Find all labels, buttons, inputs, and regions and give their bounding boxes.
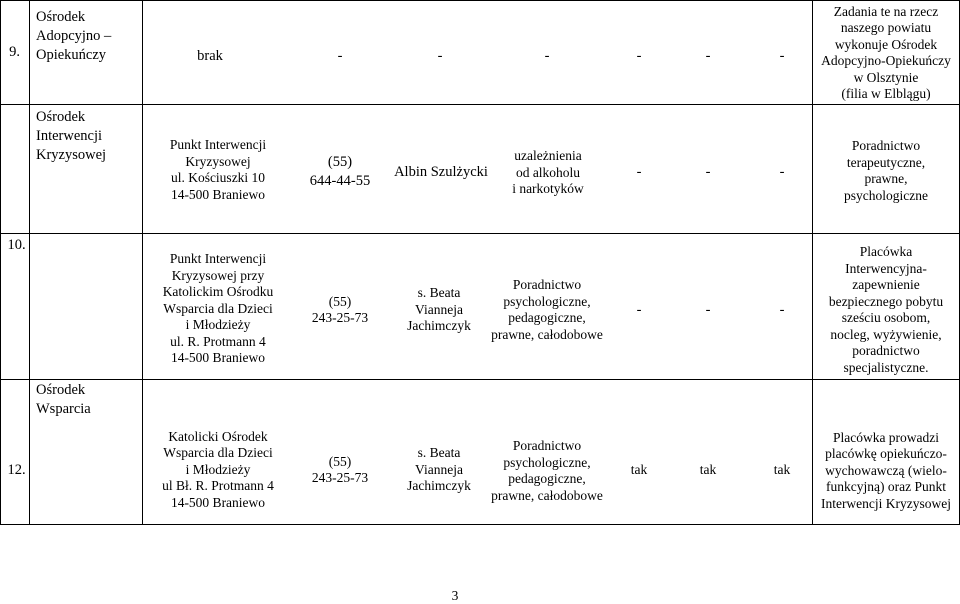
phone-line: (55) xyxy=(328,293,352,309)
address-line: ul. Kościuszki 10 xyxy=(170,170,266,185)
address-cell xyxy=(143,250,293,368)
dash-value: - xyxy=(705,163,711,180)
address-cell xyxy=(143,427,293,513)
dash-value: - xyxy=(636,301,642,318)
notes-line: Poradnictwo xyxy=(851,138,921,153)
address-line: Punkt Interwencji xyxy=(169,137,267,152)
unit-name-line: Ośrodek xyxy=(36,109,86,125)
phone-line: 243-25-73 xyxy=(311,470,369,485)
head-line: Jachimczyk xyxy=(407,318,471,334)
address-line: Wsparcia dla Dzieci xyxy=(163,300,273,316)
dash xyxy=(772,160,792,184)
phone-cell xyxy=(300,290,380,330)
notes-cell xyxy=(813,428,959,514)
dash-value: - xyxy=(779,163,785,180)
profile-line: Poradnictwo xyxy=(512,438,582,453)
dash-value: - xyxy=(437,47,443,64)
dash-value: - xyxy=(337,47,343,64)
dash xyxy=(330,44,350,68)
address-line: Katolicki Ośrodek xyxy=(168,428,268,444)
flag-cell xyxy=(693,460,723,480)
notes-cell xyxy=(813,4,959,102)
unit-name-line: Opiekuńczy xyxy=(36,47,107,63)
notes-line: Placówka prowadzi xyxy=(832,429,940,445)
head-line: s. Beata xyxy=(417,445,461,461)
dash xyxy=(629,44,649,68)
notes-line: poradnictwo xyxy=(852,343,920,358)
phone-line: 243-25-73 xyxy=(311,310,369,325)
profile-line: pedagogiczne, xyxy=(508,471,586,486)
head-cell xyxy=(386,283,492,337)
brak-text xyxy=(180,44,240,68)
address-line: Kryzysowej przy xyxy=(171,267,265,283)
notes-line: zapewnienie xyxy=(852,277,920,292)
address-line: 14-500 Braniewo xyxy=(170,350,266,366)
flag-value: tak xyxy=(699,461,717,477)
notes-line: nocleg, wyżywienie, xyxy=(830,326,942,342)
profile-line: psychologiczne, xyxy=(503,293,591,309)
unit-name-line: Wsparcia xyxy=(36,401,91,417)
notes-line: sześciu osobom, xyxy=(841,310,931,325)
row-number-text: 12. xyxy=(7,461,26,478)
table-rule xyxy=(29,0,30,525)
address-line: i Młodzieży xyxy=(185,317,251,333)
table-rule xyxy=(0,233,960,234)
phone-line: (55) xyxy=(328,453,352,469)
notes-line: Interwencji Kryzysowej xyxy=(820,495,952,511)
notes-line: placówkę opiekuńczo- xyxy=(825,446,947,462)
profile-line: pedagogiczne, xyxy=(508,310,586,325)
notes-line: Interwencyjna- xyxy=(845,260,927,276)
unit-name-line: Ośrodek xyxy=(36,9,86,25)
brak-value: brak xyxy=(197,47,223,64)
table-rule xyxy=(0,524,960,525)
profile-line: prawne, całodobowe xyxy=(491,326,603,342)
flag-cell xyxy=(624,460,654,480)
notes-cell xyxy=(813,243,959,377)
notes-line: Adopcyjno-Opiekuńczy xyxy=(821,53,951,68)
dash xyxy=(698,44,718,68)
notes-line: wykonuje Ośrodek xyxy=(834,36,938,52)
phone-cell xyxy=(300,450,380,490)
table-rule xyxy=(0,104,960,105)
dash xyxy=(430,44,450,68)
row-number xyxy=(2,458,31,482)
row-number-text: 10. xyxy=(7,236,26,253)
unit-name-line: Ośrodek xyxy=(36,382,86,398)
row-number-text: 9. xyxy=(9,43,20,60)
dash-value: - xyxy=(636,163,642,180)
dash xyxy=(537,44,557,68)
flag-value: tak xyxy=(630,461,648,477)
dash-value: - xyxy=(544,47,550,64)
unit-name xyxy=(36,108,140,174)
head-line: s. Beata xyxy=(417,285,461,301)
table-rule xyxy=(0,379,960,380)
notes-line: Placówka xyxy=(859,244,913,259)
notes-line: psychologiczne xyxy=(844,187,928,203)
head-cell xyxy=(386,443,492,497)
phone-line: 644-44-55 xyxy=(309,173,371,189)
dash xyxy=(698,160,718,184)
dash-value: - xyxy=(705,301,711,318)
notes-line: bezpiecznego pobytu xyxy=(828,293,944,309)
notes-line: prawne, xyxy=(864,171,908,186)
dash xyxy=(772,44,792,68)
notes-cell xyxy=(813,136,959,206)
address-line: 14-500 Braniewo xyxy=(170,494,266,510)
address-line: 14-500 Braniewo xyxy=(170,186,266,202)
address-line: Wsparcia dla Dzieci xyxy=(163,445,273,461)
notes-line: Zadania te na rzecz xyxy=(833,3,939,19)
dash xyxy=(629,160,649,184)
notes-line: (filia w Elblągu) xyxy=(841,86,931,101)
row-number xyxy=(2,234,31,256)
dash xyxy=(629,298,649,322)
unit-name-line: Interwencji xyxy=(36,128,103,144)
notes-line: naszego powiatu xyxy=(840,20,932,35)
page-number: 3 xyxy=(451,588,459,603)
dash-value: - xyxy=(779,47,785,64)
unit-name-line: Kryzysowej xyxy=(36,147,107,163)
phone-line: (55) xyxy=(327,154,353,170)
address-line: Kryzysowej xyxy=(185,153,251,169)
address-line: Katolickim Ośrodku xyxy=(162,284,274,300)
profile-line: Poradnictwo xyxy=(512,277,582,292)
dash-value: - xyxy=(779,301,785,318)
head-name: Albin Szulżycki xyxy=(394,163,488,180)
notes-line: specjalistyczne. xyxy=(843,359,929,375)
profile-line: prawne, całodobowe xyxy=(491,487,603,503)
notes-line: terapeutyczne, xyxy=(846,154,926,170)
address-line: i Młodzieży xyxy=(185,461,251,477)
unit-name-line: Adopcyjno – xyxy=(36,28,112,44)
profile-cell xyxy=(482,436,612,506)
notes-line: wychowawczą (wielo- xyxy=(825,462,947,478)
phone-cell xyxy=(300,150,380,194)
head-line: Vianneja xyxy=(415,461,463,477)
profile-line: i narkotyków xyxy=(512,181,584,197)
profile-line: psychologiczne, xyxy=(503,454,591,470)
unit-name xyxy=(36,8,140,88)
address-line: ul Bł. R. Protmann 4 xyxy=(162,478,274,494)
dash-value: - xyxy=(636,47,642,64)
flag-cell xyxy=(767,460,797,480)
address-line: ul. R. Protmann 4 xyxy=(170,333,266,349)
unit-name xyxy=(36,381,140,425)
profile-cell xyxy=(492,145,604,201)
notes-line: funkcyjną) oraz Punkt xyxy=(826,479,946,495)
profile-line: od alkoholu xyxy=(515,164,581,180)
head-cell xyxy=(386,160,496,184)
table-rule xyxy=(0,0,960,1)
profile-cell xyxy=(482,275,612,345)
dash xyxy=(772,298,792,322)
row-number xyxy=(0,0,29,104)
head-line: Jachimczyk xyxy=(407,478,471,494)
flag-value: tak xyxy=(773,461,791,477)
profile-line: uzależnienia xyxy=(514,148,582,164)
address-line: Punkt Interwencji xyxy=(169,251,267,267)
notes-line: w Olsztynie xyxy=(853,69,919,85)
head-line: Vianneja xyxy=(415,301,463,317)
address-cell xyxy=(143,130,293,210)
dash-value: - xyxy=(705,47,711,64)
dash xyxy=(698,298,718,322)
